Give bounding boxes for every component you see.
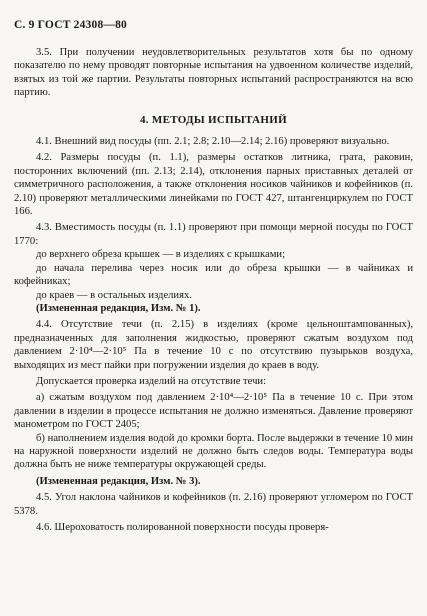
amendment-note-3: (Измененная редакция, Изм. № 3). <box>36 475 201 487</box>
paragraph-3-5: 3.5. При получении неудовлетворительных результатов хотя бы по одному показателю по нему проводят повторные испытания на удвоенном количестве изделий, взятых из той же партии. Результаты повторных испытаний распространяются на всю партию. <box>14 47 413 99</box>
paragraph-4-5: 4.5. Угол наклона чайников и кофейников (п. 2.16) проверяют угломером по ГОСТ 5378. <box>14 492 413 517</box>
page-header: С. 9 ГОСТ 24308—80 <box>14 19 127 31</box>
paragraph-4-3-item-c: до краев — в остальных изделиях. <box>36 289 192 301</box>
paragraph-4-2: 4.2. Размеры посуды (п. 1.1), размеры остатков литника, грата, раковин, посторонних включений (пп. 2.13; 2.14), отклонения парных приставных деталей от симметричного расположения, а также отклонения носиков чайников и кофейников (п. 2.10) проверяют металлическими линейками по ГОСТ 427, штангенциркулем по ГОСТ 166. <box>14 152 413 218</box>
paragraph-4-3-item-a: до верхнего обреза крышек — в изделиях с крышками; <box>36 249 286 261</box>
paragraph-4-3-item-b: до начала перелива через носик или до обреза крышки — в чайниках и кофейниках; <box>14 262 413 288</box>
paragraph-4-4: 4.4. Отсутствие течи (п. 2.15) в изделиях (кроме цельноштампованных), предназначенных для заполнения жидкостью, проверяют сжатым воздухом под давлением 2·10⁴—2·10⁵ Па в течение 10 с по отсутствию пузырьков воздуха, выходящих из мест пайки при погружении изделия до краев в воду. <box>14 319 413 371</box>
paragraph-4-4-item-a: а) сжатым воздухом под давлением 2·10⁴—2·10⁵ Па в течение 10 с. При этом давлении в изделии в процессе испытания не должно изменяться. Давление проверяют манометром по ГОСТ 2405; <box>14 392 413 431</box>
section-heading: 4. МЕТОДЫ ИСПЫТАНИЙ <box>140 113 287 126</box>
document-body <box>14 46 413 534</box>
paragraph-4-1: 4.1. Внешний вид посуды (пп. 2.1; 2.8; 2.10—2.14; 2.16) проверяют визуально. <box>36 136 390 148</box>
paragraph-4-6: 4.6. Шероховатость полированной поверхности посуды проверя- <box>36 522 329 533</box>
amendment-note-1: (Измененная редакция, Изм. № 1). <box>36 302 201 314</box>
paragraph-4-4-allowance: Допускается проверка изделий на отсутствие течи: <box>36 375 267 387</box>
paragraph-4-4-item-b: б) наполнением изделия водой до кромки борта. После выдержки в течение 10 мин на наружной поверхности изделий не должно быть следов воды. Температура воды должна быть не ниже температуры окружающей среды. <box>14 432 413 471</box>
paragraph-4-3: 4.3. Вместимость посуды (п. 1.1) проверяют при помощи мерной посуды по ГОСТ 1770: <box>14 222 413 247</box>
